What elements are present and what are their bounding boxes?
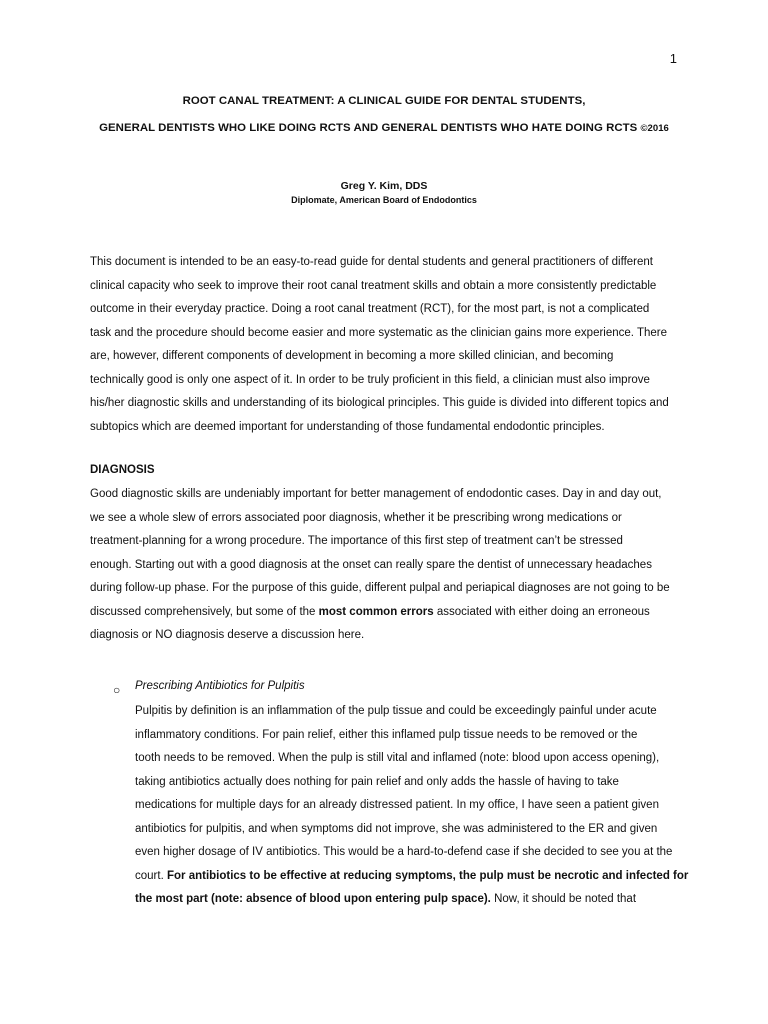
- subsection-line: inflammatory conditions. For pain relief, either this inflamed pulp tissue needs to be removed or the: [135, 728, 638, 741]
- copyright-notice: ©2016: [640, 123, 669, 134]
- diagnosis-line: treatment-planning for a wrong procedure. The importance of this first step of treatment can’t be stressed: [90, 535, 623, 547]
- diagnosis-line-text: associated with either doing an erroneous: [433, 605, 650, 618]
- subsection-line: tooth needs to be removed. When the pulp is still vital and inflamed (note: blood upon access opening),: [135, 752, 660, 764]
- subsection-line: antibiotics for pulpitis, and when symptoms did not improve, she was administered to the ER and given: [135, 822, 658, 835]
- emphasis-most-common-errors: most common errors: [318, 605, 434, 618]
- diagnosis-line-text: discussed comprehensively, but some of the: [90, 605, 319, 618]
- subsection-line: [135, 865, 695, 889]
- subsection-paragraph: [135, 700, 695, 912]
- document-title-line-2-text: GENERAL DENTISTS WHO LIKE DOING RCTS AND GENERAL DENTISTS WHO HATE DOING RCTS: [99, 122, 638, 134]
- subsection-line-text: court.: [135, 869, 167, 882]
- emphasis-antibiotics-cont: the most part (note: absence of blood upon entering pulp space).: [135, 893, 491, 905]
- intro-line: technically good is only one aspect of it. In order to be truly proficient in this field, a clinician must also improve: [90, 373, 650, 386]
- diagnosis-line: [90, 601, 690, 625]
- intro-line: clinical capacity who seek to improve their root canal treatment skills and obtain a more consistently predictable: [90, 279, 657, 292]
- intro-line: task and the procedure should become easier and more systematic as the clinician gains more experience. There: [90, 326, 668, 339]
- section-heading-diagnosis: DIAGNOSIS: [90, 464, 155, 476]
- diagnosis-paragraph: [90, 483, 690, 648]
- diagnosis-line: diagnosis or NO diagnosis deserve a discussion here.: [90, 629, 365, 641]
- document-title-line-2: [0, 122, 768, 134]
- document-title-line-1: ROOT CANAL TREATMENT: A CLINICAL GUIDE FOR DENTAL STUDENTS,: [182, 95, 586, 107]
- subsection-line: Pulpitis by definition is an inflammation of the pulp tissue and could be exceedingly painful under acute: [135, 705, 657, 717]
- author-credential: Diplomate, American Board of Endodontics: [291, 195, 477, 205]
- emphasis-antibiotics: For antibiotics to be effective at reducing symptoms, the pulp must be necrotic and infected for: [166, 869, 689, 882]
- subsection-line: [135, 888, 695, 912]
- subsection-line: medications for multiple days for an already distressed patient. In my office, I have seen a patient given: [135, 799, 659, 811]
- subsection-line: even higher dosage of IV antibiotics. This would be a hard-to-defend case if she decided to see you at the: [135, 846, 673, 858]
- diagnosis-line: Good diagnostic skills are undeniably important for better management of endodontic cases. Day in and day out,: [90, 488, 662, 500]
- subsection-line-text: Now, it should be noted that: [490, 893, 637, 905]
- author-name: Greg Y. Kim, DDS: [340, 180, 428, 192]
- subsection-line: taking antibiotics actually does nothing for pain relief and only adds the hassle of having to take: [135, 775, 619, 788]
- intro-line: his/her diagnostic skills and understanding of its biological principles. This guide is divided into different topics and: [90, 397, 669, 409]
- intro-paragraph: [90, 251, 690, 439]
- page-number: 1: [669, 51, 677, 66]
- diagnosis-line: we see a whole slew of errors associated poor diagnosis, whether it be prescribing wrong medications or: [90, 511, 622, 524]
- intro-line: are, however, different components of development in becoming a more skilled clinician, and becoming: [90, 350, 614, 362]
- subsection-title: Prescribing Antibiotics for Pulpitis: [135, 680, 305, 692]
- diagnosis-line: during follow-up phase. For the purpose of this guide, different pulpal and periapical diagnoses are not going to be: [90, 582, 670, 594]
- diagnosis-line: enough. Starting out with a good diagnosis at the onset can really spare the dentist of unnecessary headaches: [90, 558, 652, 571]
- intro-line: outcome in their everyday practice. Doing a root canal treatment (RCT), for the most part, is not a complicated: [90, 303, 650, 315]
- intro-line: subtopics which are deemed important for understanding of those fundamental endodontic principles.: [90, 420, 605, 433]
- bullet-circle-icon: ○: [113, 683, 121, 697]
- intro-line: This document is intended to be an easy-to-read guide for dental students and general practitioners of different: [90, 256, 654, 268]
